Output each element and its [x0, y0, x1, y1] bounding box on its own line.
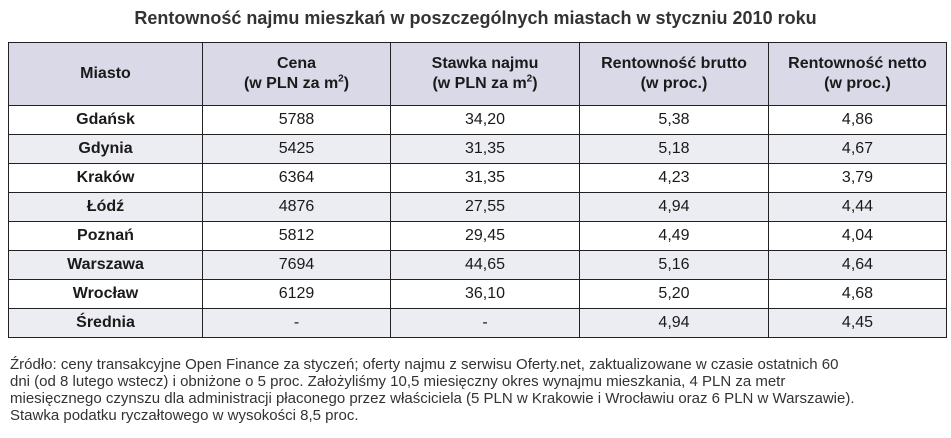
cell-city: Gdańsk [9, 106, 203, 135]
cell-city: Gdynia [9, 135, 203, 164]
header-row [9, 43, 947, 106]
header-gross-line1: Rentowność brutto [601, 55, 747, 72]
cell-gross: 5,16 [580, 251, 769, 280]
header-city [9, 43, 203, 106]
cell-gross: 5,20 [580, 280, 769, 309]
header-price-line2 [207, 74, 386, 94]
cell-rent: 44,65 [391, 251, 580, 280]
header-gross-line2: (w proc.) [640, 75, 708, 92]
cell-rent: 27,55 [391, 193, 580, 222]
cell-gross: 5,18 [580, 135, 769, 164]
header-net-line2: (w proc.) [824, 75, 891, 92]
source-line: dni (od 8 lutego wstecz) i obniżone o 5 proc. Założyliśmy 10,5 miesięczny okres wynajmu mieszkania, 4 PLN za metr [10, 373, 786, 390]
cell-city: Poznań [9, 222, 203, 251]
header-rent-line1: Stawka najmu [431, 55, 539, 72]
header-rent-close: ) [532, 75, 538, 92]
cell-net: 4,68 [769, 280, 947, 309]
header-city-label: Miasto [80, 65, 131, 82]
cell-net: 4,67 [769, 135, 947, 164]
cell-city: Łódź [9, 193, 203, 222]
header-price-unit: (w PLN za m [243, 75, 339, 92]
header-price-close: ) [343, 75, 350, 92]
cell-rent: 29,45 [391, 222, 580, 251]
cell-rent: 31,35 [391, 164, 580, 193]
cell-city: Średnia [9, 309, 203, 338]
page-title: Rentowność najmu mieszkań w poszczególnych miastach w styczniu 2010 roku [134, 8, 817, 28]
cell-price: 5425 [203, 135, 391, 164]
header-net-line1: Rentowność netto [788, 55, 927, 72]
cell-price: 6129 [203, 280, 391, 309]
cell-city: Wrocław [9, 280, 203, 309]
cell-net: 4,44 [769, 193, 947, 222]
table-row [9, 193, 947, 222]
header-rent-line2 [395, 74, 575, 94]
header-net [769, 43, 947, 106]
header-rent [391, 43, 580, 106]
source-line: Stawka podatku ryczałtowego w wysokości 8,5 proc. [10, 407, 359, 424]
source-note [10, 356, 946, 424]
table-row [9, 280, 947, 309]
cell-rent: 36,10 [391, 280, 580, 309]
cell-net: 4,86 [769, 106, 947, 135]
cell-net: 4,45 [769, 309, 947, 338]
table-row [9, 251, 947, 280]
cell-net: 3,79 [769, 164, 947, 193]
cell-rent: - [391, 309, 580, 338]
table-row-average [9, 309, 947, 338]
cell-gross: 4,94 [580, 309, 769, 338]
rental-yield-table [8, 42, 947, 338]
header-gross [580, 43, 769, 106]
header-rent-sup: 2 [526, 73, 533, 85]
cell-gross: 4,23 [580, 164, 769, 193]
cell-price: 5788 [203, 106, 391, 135]
cell-gross: 4,49 [580, 222, 769, 251]
cell-rent: 34,20 [391, 106, 580, 135]
source-line: miesięcznego czynszu dla administracji płaconego przez właściciela (5 PLN w Krakowie i Wrocławiu oraz 6 PLN w Warszawie). [10, 390, 855, 407]
cell-price: 7694 [203, 251, 391, 280]
cell-net: 4,64 [769, 251, 947, 280]
cell-city: Warszawa [9, 251, 203, 280]
cell-city: Kraków [9, 164, 203, 193]
cell-price: - [203, 309, 391, 338]
table-row [9, 164, 947, 193]
cell-price: 4876 [203, 193, 391, 222]
cell-price: 6364 [203, 164, 391, 193]
header-price-sup: 2 [338, 73, 344, 85]
source-line: Źródło: ceny transakcyjne Open Finance za styczeń; oferty najmu z serwisu Oferty.net, zaktualizowane w czasie ostatnich 60 [10, 356, 839, 373]
cell-price: 5812 [203, 222, 391, 251]
table-header [9, 43, 947, 106]
cell-rent: 31,35 [391, 135, 580, 164]
table-row [9, 106, 947, 135]
table-body [9, 106, 947, 338]
header-rent-unit: (w PLN za m [432, 75, 527, 92]
table-row [9, 222, 947, 251]
cell-gross: 4,94 [580, 193, 769, 222]
cell-gross: 5,38 [580, 106, 769, 135]
table-row [9, 135, 947, 164]
cell-net: 4,04 [769, 222, 947, 251]
header-price-line1: Cena [276, 55, 317, 72]
header-price [203, 43, 391, 106]
